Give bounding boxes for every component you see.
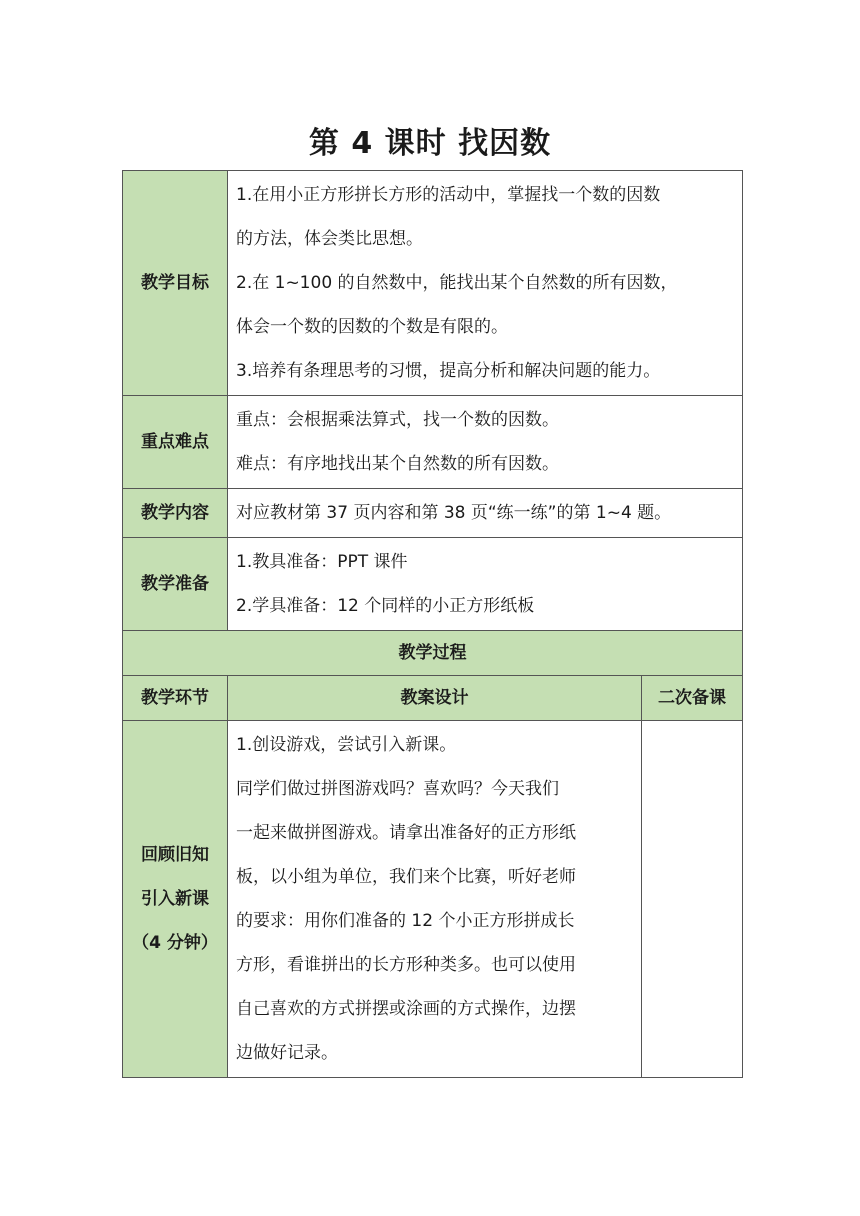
prep-cell: [228, 538, 743, 631]
section1-label-line: 引入新课: [141, 889, 209, 909]
section1-second-prep: [641, 721, 742, 1078]
lesson-plan-table: [122, 170, 743, 1078]
section1-label-line: （4 分钟）: [132, 933, 218, 953]
goal-line: 的方法，体会类比思想。: [236, 229, 423, 249]
col-stage-header: 教学环节: [123, 676, 228, 721]
keypoint-line: 难点：有序地找出某个自然数的所有因数。: [236, 454, 559, 474]
goals-label: 教学目标: [123, 171, 228, 396]
keypoints-row: [123, 396, 743, 489]
design-line: 自己喜欢的方式拼摆或涂画的方式操作，边摆: [236, 999, 576, 1019]
content-text: 对应教材第 37 页内容和第 38 页“练一练”的第 1~4 题。: [228, 489, 743, 538]
lesson-title: 第 4 课时 找因数: [308, 126, 552, 161]
goal-line: 3.培养有条理思考的习惯，提高分析和解决问题的能力。: [236, 361, 661, 381]
goal-line: 2.在 1~100 的自然数中，能找出某个自然数的所有因数，: [236, 273, 678, 293]
section1-row: [123, 721, 743, 1078]
col-design-header: 教案设计: [228, 676, 642, 721]
design-line: 1.创设游戏，尝试引入新课。: [236, 735, 457, 755]
section1-label-line: 回顾旧知: [141, 845, 209, 865]
design-line: 的要求：用你们准备的 12 个小正方形拼成长: [236, 911, 575, 931]
col-second-header: 二次备课: [641, 676, 742, 721]
goal-line: 1.在用小正方形拼长方形的活动中，掌握找一个数的因数: [236, 185, 661, 205]
keypoints-cell: [228, 396, 743, 489]
design-line: 方形，看谁拼出的长方形种类多。也可以使用: [236, 955, 576, 975]
column-header-row: [123, 676, 743, 721]
goals-cell: [228, 171, 743, 396]
content-row: [123, 489, 743, 538]
section1-design: [228, 721, 642, 1078]
keypoint-line: 重点：会根据乘法算式，找一个数的因数。: [236, 410, 559, 430]
design-line: 同学们做过拼图游戏吗？喜欢吗？今天我们: [236, 779, 559, 799]
goals-row: [123, 171, 743, 396]
design-line: 边做好记录。: [236, 1043, 338, 1063]
prep-line: 1.教具准备：PPT 课件: [236, 552, 408, 572]
design-line: 板，以小组为单位，我们来个比赛，听好老师: [236, 867, 576, 887]
process-header: 教学过程: [123, 631, 743, 676]
keypoints-label: 重点难点: [123, 396, 228, 489]
content-label: 教学内容: [123, 489, 228, 538]
design-line: 一起来做拼图游戏。请拿出准备好的正方形纸: [236, 823, 576, 843]
prep-label: 教学准备: [123, 538, 228, 631]
process-header-row: [123, 631, 743, 676]
section1-label: [123, 721, 228, 1078]
prep-row: [123, 538, 743, 631]
goal-line: 体会一个数的因数的个数是有限的。: [236, 317, 508, 337]
prep-line: 2.学具准备：12 个同样的小正方形纸板: [236, 596, 535, 616]
